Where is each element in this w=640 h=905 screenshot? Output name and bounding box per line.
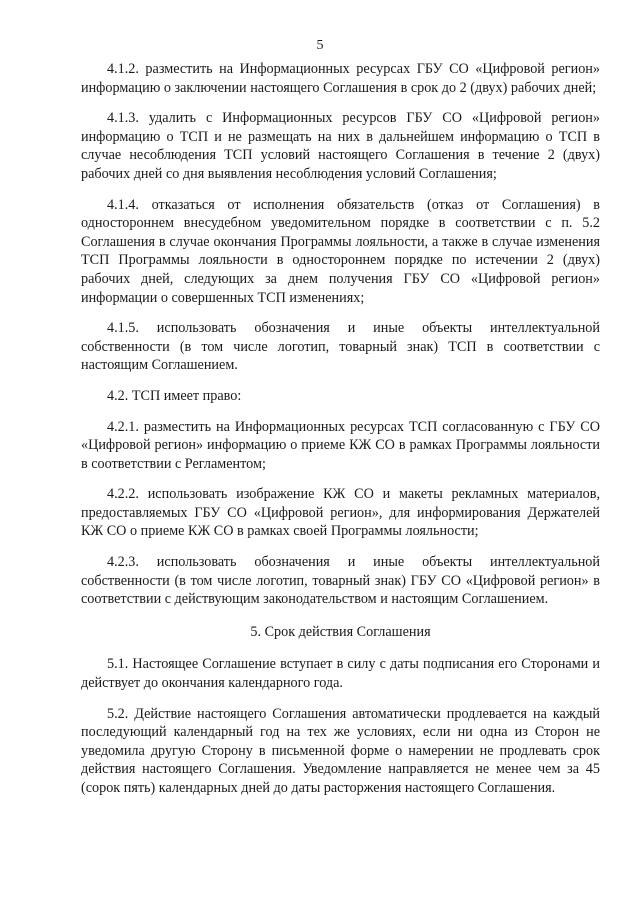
clause-4-1-2: 4.1.2. разместить на Информационных ресурсах ГБУ СО «Цифровой регион» информацию о заключении настоящего Соглашения в срок до 2 (двух) рабочих дней; <box>81 61 600 96</box>
clause-4-1-4: 4.1.4. отказаться от исполнения обязательств (отказ от Соглашения) в одностороннем внесудебном уведомительном порядке в соответствии с п. 5.2 Соглашения в случае окончания Программы лояльности, а также в случае изменения ТСП Программы лояльности в одностороннем порядке по истечении 2 (двух) рабочих дней, следующих за днем получения ГБУ СО «Цифровой регион» информации о совершенных ТСП изменениях; <box>81 196 600 306</box>
clause-5-2: 5.2. Действие настоящего Соглашения автоматически продлевается на каждый последующий календарный год на тех же условиях, если ни одна из Сторон не уведомила другую Сторону в письменной форме о намерении не продлевать срок действия настоящего Соглашения. Уведомление направляется не менее чем за 45 (сорок пять) календарных дней до даты расторжения настоящего Соглашения. <box>81 705 600 796</box>
clause-4-1-5: 4.1.5. использовать обозначения и иные объекты интеллектуальной собственности (в том числе логотип, товарный знак) ТСП в соответствии с настоящим Соглашением. <box>81 320 600 374</box>
clause-4-2-2: 4.2.2. использовать изображение КЖ СО и макеты рекламных материалов, предоставляемых ГБУ СО «Цифровой регион», для информирования Держателей КЖ СО о приеме КЖ СО в рамках своей Программы лояльности; <box>81 486 600 540</box>
clause-5-1: 5.1. Настоящее Соглашение вступает в силу с даты подписания его Сторонами и действует до окончания календарного года. <box>81 656 600 692</box>
document-body <box>81 60 600 810</box>
page-number: 5 <box>316 38 324 53</box>
clause-4-2-3: 4.2.3. использовать обозначения и иные объекты интеллектуальной собственности (в том числе логотип, товарный знак) ГБУ СО «Цифровой регион» в соответствии с действующим законодательством и настоящим Соглашением. <box>81 554 600 608</box>
section-title: 5. Срок действия Соглашения <box>250 623 431 640</box>
clause-4-2: 4.2. ТСП имеет право: <box>107 387 242 404</box>
clause-4-1-3: 4.1.3. удалить с Информационных ресурсов ГБУ СО «Цифровой регион» информацию о ТСП и не размещать на них в дальнейшем информацию о ТСП в случае несоблюдения ТСП условий настоящего Соглашения в течение 2 (двух) рабочих дней со дня выявления несоблюдения условий Соглашения; <box>81 110 600 182</box>
clause-4-2-1: 4.2.1. разместить на Информационных ресурсах ТСП согласованную с ГБУ СО «Цифровой регион» информацию о приеме КЖ СО в рамках Программы лояльности в соответствии с Регламентом; <box>81 418 600 472</box>
